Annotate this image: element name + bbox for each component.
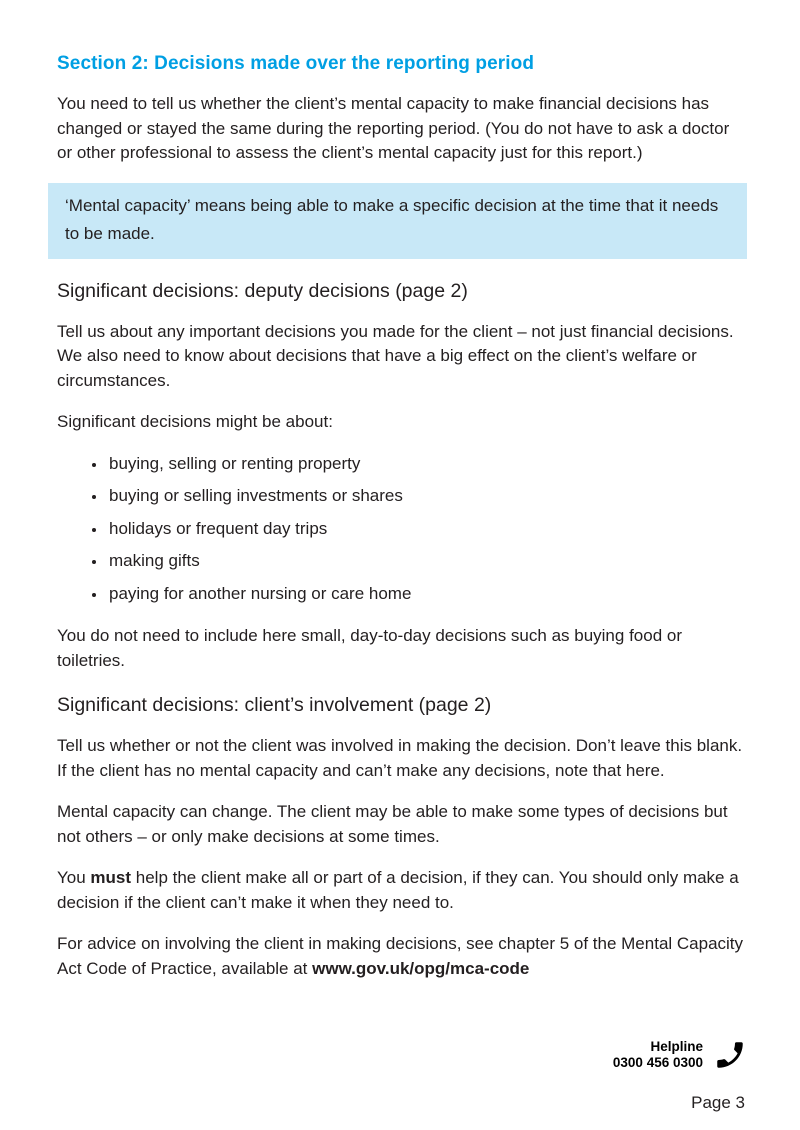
client-involvement-paragraph-1: Tell us whether or not the client was involved in making the decision. Don’t leave this blank. If the client has no mental capacity and can’t make any decisions, note that here. bbox=[57, 736, 743, 780]
must-help-post: help the client make all or part of a decision, if they can. You should only make a decision if the client can’t make it when they need to. bbox=[57, 868, 739, 912]
must-help-pre: You bbox=[57, 868, 91, 887]
must-help-paragraph bbox=[57, 866, 745, 915]
list-item: • holidays or frequent day trips bbox=[107, 517, 745, 542]
list-item: • buying or selling investments or shares bbox=[107, 484, 745, 509]
document-page bbox=[57, 0, 745, 998]
subheading-deputy-decisions: Significant decisions: deputy decisions (page 2) bbox=[57, 279, 468, 302]
helpline-text bbox=[613, 1039, 703, 1071]
page-number: Page 3 bbox=[691, 1093, 745, 1112]
list-item: • buying, selling or renting property bbox=[107, 452, 745, 477]
note-text: ‘Mental capacity’ means being able to make a specific decision at the time that it needs to be made. bbox=[65, 195, 719, 243]
client-involvement-paragraph-2: Mental capacity can change. The client may be able to make some types of decisions but not others – or only make decisions at some times. bbox=[57, 802, 728, 846]
significant-decisions-list bbox=[57, 452, 745, 607]
deputy-decisions-paragraph: Tell us about any important decisions you made for the client – not just financial decisions. We also need to know about decisions that have a big effect on the client’s welfare or circumstances. bbox=[57, 321, 734, 390]
mca-code-url: www.gov.uk/opg/mca-code bbox=[312, 958, 530, 978]
phone-handset-icon bbox=[712, 1037, 748, 1073]
mental-capacity-note-box bbox=[48, 183, 747, 259]
list-intro-paragraph: Significant decisions might be about: bbox=[57, 412, 333, 431]
subheading-client-involvement: Significant decisions: client’s involvement (page 2) bbox=[57, 694, 492, 716]
must-emphasis: must bbox=[90, 868, 132, 887]
helpline-number: 0300 456 0300 bbox=[612, 1055, 703, 1070]
day-to-day-paragraph: You do not need to include here small, day-to-day decisions such as buying food or toiletries. bbox=[57, 626, 682, 670]
section-heading: Section 2: Decisions made over the reporting period bbox=[57, 53, 535, 74]
helpline-block bbox=[613, 1037, 748, 1073]
advice-paragraph bbox=[57, 932, 745, 981]
helpline-label: Helpline bbox=[650, 1039, 703, 1054]
list-item: • paying for another nursing or care home bbox=[107, 582, 745, 607]
intro-paragraph: You need to tell us whether the client’s mental capacity to make financial decisions has changed or stayed the same during the reporting period. (You do not have to ask a doctor or other professional to assess the client’s mental capacity just for this report.) bbox=[57, 94, 730, 162]
list-item: • making gifts bbox=[107, 549, 745, 574]
advice-pre: For advice on involving the client in making decisions, see chapter 5 of the Mental Capacity Act Code of Practice, available at bbox=[57, 934, 744, 978]
